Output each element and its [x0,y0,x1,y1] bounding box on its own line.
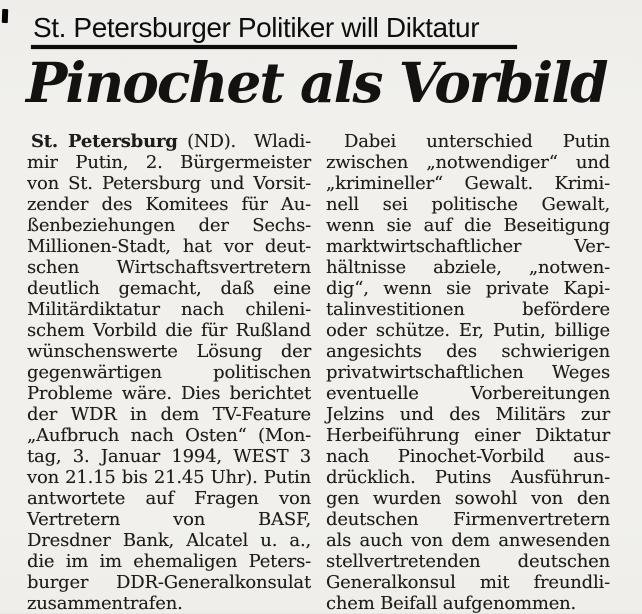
article-line [27,509,311,530]
article-line [326,572,610,593]
article-line [27,173,311,194]
article-line [27,425,311,446]
article-line [27,152,311,173]
article-line [27,404,311,425]
line-text: der WDR in dem TV-Feature [27,404,311,425]
article-line [326,194,610,215]
main-headline: Pinochet als Vorbild [26,50,607,115]
line-text: nell sei politische Gewalt, [326,194,610,215]
article-line [27,530,311,551]
article-line [326,173,610,194]
article-line [326,320,610,341]
line-text: wünschenswerte Lösung der [27,341,311,362]
article-line [27,278,311,299]
article-line [27,341,311,362]
article-line [326,362,610,383]
line-text: angesichts des schwierigen [326,341,610,362]
article-line [326,278,610,299]
article-line [326,488,610,509]
line-text: privatwirtschaftlichen Weges [326,362,610,383]
article-line [27,236,311,257]
line-text: gegenwärtigen politischen [27,362,311,383]
line-text: schem Vorbild die für Rußland [27,320,311,341]
article-line [326,509,610,530]
line-text: von St. Petersburg und Vorsit- [27,173,311,194]
article-column-left [27,131,311,614]
article-body [27,131,610,614]
article-line [27,194,311,215]
article-line [326,341,610,362]
article-line [326,530,610,551]
article-line [27,467,311,488]
line-text: gen wurden sowohl von den [326,488,610,509]
article-line [326,152,610,173]
line-text: zusammentrafen. [27,593,183,614]
line-text: Millionen-Stadt, hat vor deut- [27,236,311,257]
article-line [326,593,610,614]
line-text: Vertretern von BASF, [27,509,311,530]
line-text: antwortete auf Fragen von [27,488,311,509]
line-text: wenn sie auf die Beseitigung [326,215,610,236]
line-text: als auch von dem anwesenden [326,530,610,551]
line-text: mir Putin, 2. Bürgermeister [27,152,311,173]
article-line [27,362,311,383]
line-text: stellvertretenden deutschen [326,551,610,572]
line-text: dig“, wenn sie private Kapi- [326,278,610,299]
line-text: Jelzins und des Militärs zur [326,404,610,425]
line-text: ßenbeziehungen der Sechs- [27,215,311,236]
line-text: Dresdner Bank, Alcatel u. a., [27,530,311,551]
article-line [326,131,610,152]
article-line [326,425,610,446]
article-line [27,572,311,593]
line-text: Generalkonsul mit freundli- [326,572,610,593]
article-line [27,383,311,404]
line-text: deutlich gemacht, daß eine [27,278,311,299]
line-text: Probleme wäre. Dies berichtet [27,383,311,404]
article-line [326,257,610,278]
line-text: zender des Komitees für Au- [27,194,311,215]
line-text: oder schütze. Er, Putin, billige [326,320,610,341]
scan-artifact-mark [2,9,8,23]
line-text: Herbeiführung einer Diktatur [326,425,610,446]
line-text: burger DDR-Generalkonsulat [27,572,311,593]
article-line [27,215,311,236]
article-line [27,299,311,320]
article-line [326,446,610,467]
line-text: talinvestitionen befördere [326,299,610,320]
line-text: drücklich. Putins Ausführun- [326,467,610,488]
kicker-underline-rule [31,45,517,49]
line-text: Dabei unterschied Putin [344,131,610,152]
line-text: deutschen Firmenvertretern [326,509,610,530]
article-line [326,215,610,236]
article-line [326,299,610,320]
line-text: chem Beifall aufgenommen. [326,593,577,614]
line-text: „Aufbruch nach Osten“ (Mon- [27,425,311,446]
article-line [326,383,610,404]
article-line [27,320,311,341]
line-text: marktwirtschaftlicher Ver- [326,236,610,257]
article-line [27,446,311,467]
line-text: „krimineller“ Gewalt. Krimi- [326,173,610,194]
line-text: zwischen „notwendiger“ und [326,152,610,173]
article-line [326,551,610,572]
line-text: eventuelle Vorbereitungen [326,383,610,404]
line-text: tag, 3. Januar 1994, WEST 3 [27,446,311,467]
article-column-right [326,131,610,614]
article-line [27,488,311,509]
dateline-bold: St. Petersburg [31,131,178,152]
kicker-headline: St. Petersburger Politiker will Diktatur [33,12,480,43]
article-line [326,236,610,257]
article-line [27,131,311,152]
article-line [326,467,610,488]
line-text: von 21.15 bis 21.45 Uhr). Putin [27,467,311,488]
article-line [27,551,311,572]
line-text: (ND). Wladi- [177,131,311,152]
line-text: hältnisse abziele, „notwen- [326,257,610,278]
line-text: Militärdiktatur nach chileni- [27,299,311,320]
article-line [27,593,311,614]
line-text: nach Pinochet-Vorbild aus- [326,446,610,467]
line-text: schen Wirtschaftsvertretern [27,257,311,278]
article-line [27,257,311,278]
line-text: die im im ehemaligen Peters- [27,551,311,572]
article-line [326,404,610,425]
